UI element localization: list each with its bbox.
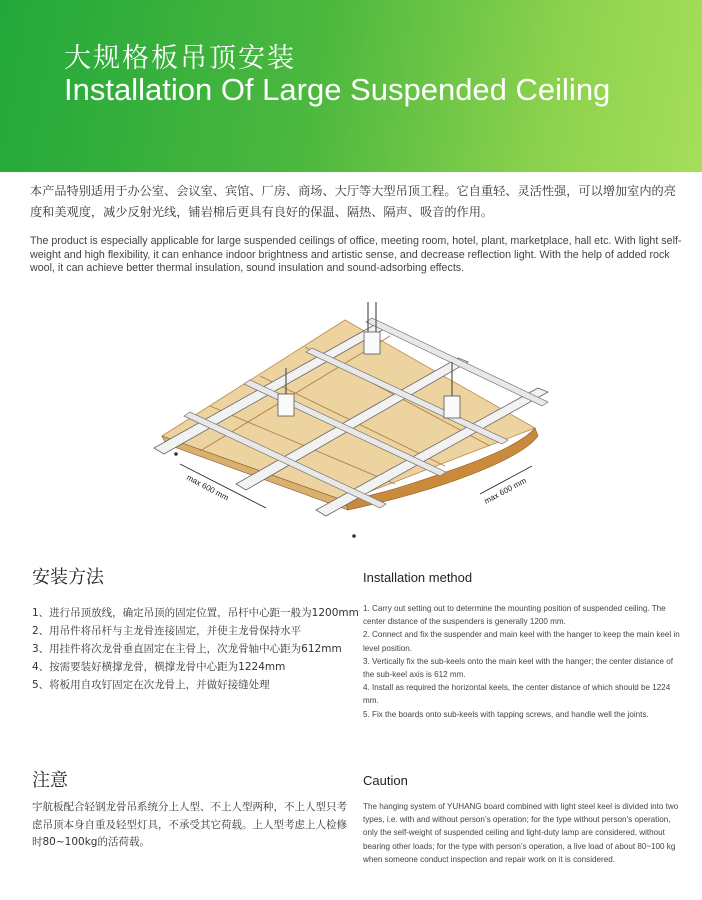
- caution-text-en: The hanging system of YUHANG board combined with light steel keel is divided into two types, i.e. with and without person’s operation; for the type without person’s operation, only the self-weight of suspended ceiling and light-duty lamp are considered, without bearing other loads; for the type with person’s operation, a live load of about 80~100 kg when someone conduct inspection and repair work on it is considered.: [363, 802, 679, 864]
- method-heading-cn: 安装方法: [32, 567, 104, 588]
- list-item: 4、按需要装好横撑龙骨，横撑龙骨中心距为1224mm: [32, 661, 286, 673]
- title-en: Installation Of Large Suspended Ceiling: [64, 72, 611, 107]
- list-item: 3、用挂件将次龙骨垂直固定在主骨上，次龙骨轴中心距为612mm: [32, 643, 342, 655]
- list-item: 2、用吊件将吊杆与主龙骨连接固定，并使主龙骨保持水平: [32, 625, 302, 637]
- list-item: 3. Vertically fix the sub-keels onto the main keel with the hanger; the center distance of the sub-keel axis is 612 mm.: [363, 656, 673, 680]
- caution-heading-cn: 注意: [32, 770, 68, 791]
- method-heading-en: Installation method: [363, 570, 473, 585]
- method-steps-cn: [32, 604, 359, 694]
- dim-right-label: max 600 mm: [482, 476, 528, 506]
- caution-heading-en: Caution: [363, 773, 408, 788]
- list-item: 1、进行吊顶放线，确定吊顶的固定位置，吊杆中心距一般为1200mm: [32, 607, 359, 619]
- list-item: 2. Connect and fix the suspender and main keel with the hanger to keep the main keel in level position.: [363, 630, 680, 653]
- list-item: 5. Fix the boards onto sub-keels with tapping screws, and handle well the joints.: [363, 709, 649, 719]
- header-banner: [0, 0, 702, 172]
- intro-cn-paragraph: 本产品特别适用于办公室、会议室、宾馆、厂房、商场、大厅等大型吊顶工程。它自重轻、灵活性强，可以增加室内的亮度和美观度，减少反射光线，铺岩棉后更具有良好的保温、隔热、隔声、吸音的作用。: [30, 184, 676, 219]
- dim-left-label: max 600 mm: [185, 472, 231, 503]
- caution-text-cn: 宇航板配合轻钢龙骨吊系统分上人型、不上人型两种，不上人型只考虑吊顶本身自重及轻型灯具，不承受其它荷载。上人型考虑上人检修时80~100kg的活荷载。: [32, 801, 347, 848]
- title-cn: 大规格板吊顶安装: [64, 43, 296, 74]
- method-steps-en: [363, 602, 685, 721]
- list-item: 5、将板用自攻钉固定在次龙骨上，并做好接缝处理: [32, 679, 270, 691]
- list-item: 1. Carry out setting out to determine the mounting position of suspended ceiling. The center distance of the suspenders is generally 1200 mm.: [363, 604, 666, 627]
- intro-en-paragraph: The product is especially applicable for large suspended ceilings of office, meeting room, hotel, plant, marketplace, hall etc. With light self-weight and high flexibility, it can enhance indoor brightness and artistic sense, and decrease reflection light. With the help of added rock wool, it can achieve better thermal insulation, sound insulation and sound-adsorbing effects.: [30, 235, 682, 274]
- ceiling-installation-diagram: [140, 296, 560, 548]
- list-item: 4. Install as required the horizontal keels, the center distance of which should be 1224 mm.: [363, 683, 671, 706]
